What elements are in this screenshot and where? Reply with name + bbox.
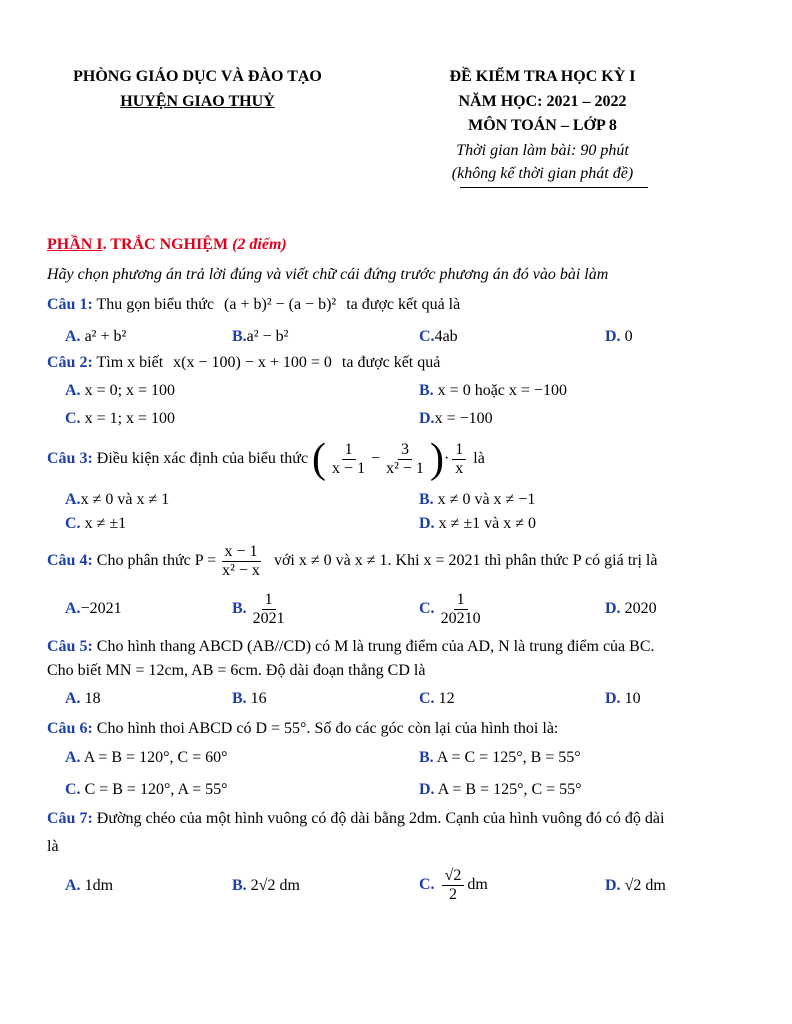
- option-fraction: [442, 867, 465, 904]
- numerator: 1: [262, 591, 276, 610]
- option-letter: D.: [419, 515, 435, 532]
- option-letter: C.: [419, 600, 435, 617]
- option-value: 10: [624, 690, 641, 707]
- section-part: PHẦN I: [47, 236, 103, 253]
- option-value: 1dm: [84, 877, 114, 894]
- option-value: √2 dm: [624, 877, 666, 894]
- option-fraction: [438, 591, 484, 628]
- option-letter: B.: [232, 690, 247, 707]
- option-value: 2020: [624, 600, 657, 617]
- denominator: x² − 1: [386, 459, 424, 477]
- option-letter: D.: [419, 781, 435, 798]
- q5-option-b[interactable]: [232, 690, 267, 708]
- q1-option-b[interactable]: [232, 328, 288, 346]
- q1-expr: (a + b)² − (a − b)²: [224, 296, 337, 313]
- option-value: A = C = 125°, B = 55°: [436, 749, 581, 766]
- option-letter: A.: [65, 877, 81, 894]
- section-points: (2 điểm): [232, 236, 287, 253]
- q2-tail: ta được kết quả: [341, 354, 441, 371]
- option-letter: D.: [605, 877, 621, 894]
- right-paren: ): [429, 436, 444, 482]
- q3-text: Điều kiện xác định của biểu thức: [96, 450, 309, 467]
- q7-label: Câu 7:: [47, 810, 93, 827]
- option-letter: C.: [419, 690, 435, 707]
- q3-option-c[interactable]: [65, 515, 126, 533]
- q6-text: Cho hình thoi ABCD có D = 55°. Số đo các góc còn lại của hình thoi là:: [96, 720, 559, 737]
- q5-text-line2: Cho biết MN = 12cm, AB = 6cm. Độ dài đoạn thẳng CD là: [47, 662, 426, 679]
- question-7: [47, 810, 664, 828]
- option-letter: A.: [65, 491, 81, 508]
- option-value: 2√2 dm: [250, 877, 300, 894]
- header-rule: [460, 187, 648, 188]
- option-value: A = B = 120°, C = 60°: [83, 749, 228, 766]
- q3-option-b[interactable]: [419, 491, 535, 509]
- q1-option-c[interactable]: [419, 328, 458, 346]
- q4-text: Cho phân thức: [96, 552, 191, 569]
- option-fraction: [250, 591, 288, 628]
- q3-fraction-2: [383, 441, 427, 478]
- q7-text-line2: là: [47, 838, 59, 855]
- instruction: Hãy chọn phương án trả lời đúng và viết chữ cái đứng trước phương án đó vào bài làm: [47, 266, 609, 283]
- q1-text: Thu gọn biểu thức: [96, 296, 215, 313]
- question-1: [47, 296, 460, 314]
- q7-option-a[interactable]: [65, 877, 113, 895]
- q5-text: Cho hình thang ABCD (AB//CD) có M là trung điểm của AD, N là trung điểm của BC.: [96, 638, 655, 655]
- numerator: x − 1: [222, 543, 261, 562]
- option-value: −2021: [80, 600, 122, 617]
- option-letter: B.: [419, 491, 434, 508]
- option-value: x = 1; x = 100: [84, 410, 176, 427]
- q7-option-b[interactable]: [232, 877, 300, 895]
- denominator: x: [455, 459, 464, 477]
- question-3: [47, 437, 485, 481]
- left-paren: (: [312, 436, 327, 482]
- section-title: [47, 236, 287, 254]
- q3-label: Câu 3:: [47, 450, 93, 467]
- q3-fraction-3: [452, 441, 466, 478]
- q5-option-d[interactable]: [605, 690, 641, 708]
- option-letter: B.: [232, 877, 247, 894]
- q1-label: Câu 1:: [47, 296, 93, 313]
- option-letter: B.: [419, 749, 434, 766]
- option-value: x = 0; x = 100: [84, 382, 176, 399]
- option-value: a² + b²: [84, 328, 127, 345]
- option-value: x = 0 hoặc x = −100: [437, 382, 567, 399]
- option-letter: D.: [605, 690, 621, 707]
- q6-option-a[interactable]: [65, 749, 228, 767]
- option-value: 4ab: [434, 328, 458, 345]
- denominator: x − 1: [332, 459, 366, 477]
- school-year: NĂM HỌC: 2021 – 2022: [458, 93, 627, 110]
- q4-label: Câu 4:: [47, 552, 93, 569]
- option-value: A = B = 125°, C = 55°: [437, 781, 582, 798]
- option-letter: C.: [65, 781, 81, 798]
- numerator: 3: [398, 441, 412, 460]
- q2-option-b[interactable]: [419, 382, 567, 400]
- minus-sign: −: [371, 450, 381, 467]
- q6-option-c[interactable]: [65, 781, 228, 799]
- option-unit: dm: [467, 876, 488, 893]
- q6-option-d[interactable]: [419, 781, 582, 799]
- q3-tail: là: [473, 450, 485, 467]
- duration-note: (không kể thời gian phát đề): [451, 165, 634, 182]
- option-value: x ≠ 0 và x ≠ −1: [437, 491, 536, 508]
- question-5: [47, 638, 655, 656]
- option-letter: C.: [65, 410, 81, 427]
- q6-option-b[interactable]: [419, 749, 581, 767]
- option-value: 18: [84, 690, 101, 707]
- q4-option-a[interactable]: [65, 600, 122, 618]
- q6-label: Câu 6:: [47, 720, 93, 737]
- q2-option-d[interactable]: [419, 410, 493, 428]
- q5-option-a[interactable]: [65, 690, 101, 708]
- option-value: x ≠ ±1: [84, 515, 127, 532]
- q1-tail: ta được kết quả là: [346, 296, 461, 313]
- q4-condition: với x ≠ 0 và x ≠ 1. Khi x = 2021 thì phân thức P có giá trị là: [273, 552, 658, 569]
- q4-p-lhs: P =: [194, 552, 217, 569]
- option-value: a² − b²: [246, 328, 289, 345]
- q2-option-a[interactable]: [65, 382, 175, 400]
- option-letter: D.: [605, 328, 621, 345]
- q2-label: Câu 2:: [47, 354, 93, 371]
- option-letter: C.: [65, 515, 81, 532]
- q1-option-a[interactable]: [65, 328, 126, 346]
- q3-option-d[interactable]: [419, 515, 536, 533]
- option-value: 0: [624, 328, 633, 345]
- option-letter: B.: [232, 600, 247, 617]
- denominator: x² − x: [222, 561, 260, 579]
- denominator: 2021: [252, 609, 285, 627]
- option-letter: B.: [232, 328, 247, 345]
- question-4: [47, 540, 657, 582]
- numerator: √2: [442, 867, 465, 886]
- numerator: 1: [342, 441, 356, 460]
- numerator: 1: [454, 591, 468, 610]
- option-value: x = −100: [434, 410, 493, 427]
- option-value: C = B = 120°, A = 55°: [84, 781, 228, 798]
- q1-option-d[interactable]: [605, 328, 633, 346]
- option-letter: C.: [419, 876, 435, 893]
- subject: MÔN TOÁN – LỚP 8: [468, 117, 617, 134]
- exam-title: ĐỀ KIỂM TRA HỌC KỲ I: [449, 68, 636, 85]
- question-6: [47, 720, 558, 738]
- option-letter: D.: [419, 410, 435, 427]
- q3-option-a[interactable]: [65, 491, 169, 509]
- denominator: 2: [448, 885, 457, 903]
- option-letter: A.: [65, 690, 81, 707]
- q4-fraction: [219, 543, 263, 580]
- option-value: 12: [438, 690, 455, 707]
- section-name: . TRẮC NGHIỆM: [102, 236, 229, 253]
- district-name: HUYỆN GIAO THUỶ: [120, 93, 275, 110]
- q7-option-c[interactable]: [419, 862, 488, 908]
- option-letter: D.: [605, 600, 621, 617]
- q7-text: Đường chéo của một hình vuông có độ dài bằng 2dm. Cạnh của hình vuông đó có độ dài: [96, 810, 665, 827]
- q5-label: Câu 5:: [47, 638, 93, 655]
- option-letter: A.: [65, 328, 81, 345]
- option-value: x ≠ ±1 và x ≠ 0: [438, 515, 537, 532]
- q2-expr: x(x − 100) − x + 100 = 0: [173, 354, 332, 371]
- option-letter: A.: [65, 382, 81, 399]
- denominator: 20210: [440, 609, 481, 627]
- q4-option-c[interactable]: [419, 588, 487, 630]
- option-value: x ≠ 0 và x ≠ 1: [80, 491, 170, 508]
- option-letter: A.: [65, 600, 81, 617]
- numerator: 1: [452, 441, 466, 460]
- q4-option-d[interactable]: [605, 600, 657, 618]
- q4-option-b[interactable]: [232, 588, 291, 630]
- q2-option-c[interactable]: [65, 410, 175, 428]
- q7-option-d[interactable]: [605, 877, 666, 895]
- department-name: PHÒNG GIÁO DỤC VÀ ĐÀO TẠO: [73, 68, 322, 85]
- option-letter: B.: [419, 382, 434, 399]
- option-letter: A.: [65, 749, 81, 766]
- q3-fraction-1: [329, 441, 368, 478]
- question-2: [47, 354, 440, 372]
- q5-option-c[interactable]: [419, 690, 455, 708]
- option-letter: C.: [419, 328, 435, 345]
- option-value: 16: [250, 690, 267, 707]
- exam-duration: Thời gian làm bài: 90 phút: [456, 142, 629, 159]
- q2-text: Tìm x biết: [96, 354, 164, 371]
- dot-operator: ·: [443, 450, 450, 467]
